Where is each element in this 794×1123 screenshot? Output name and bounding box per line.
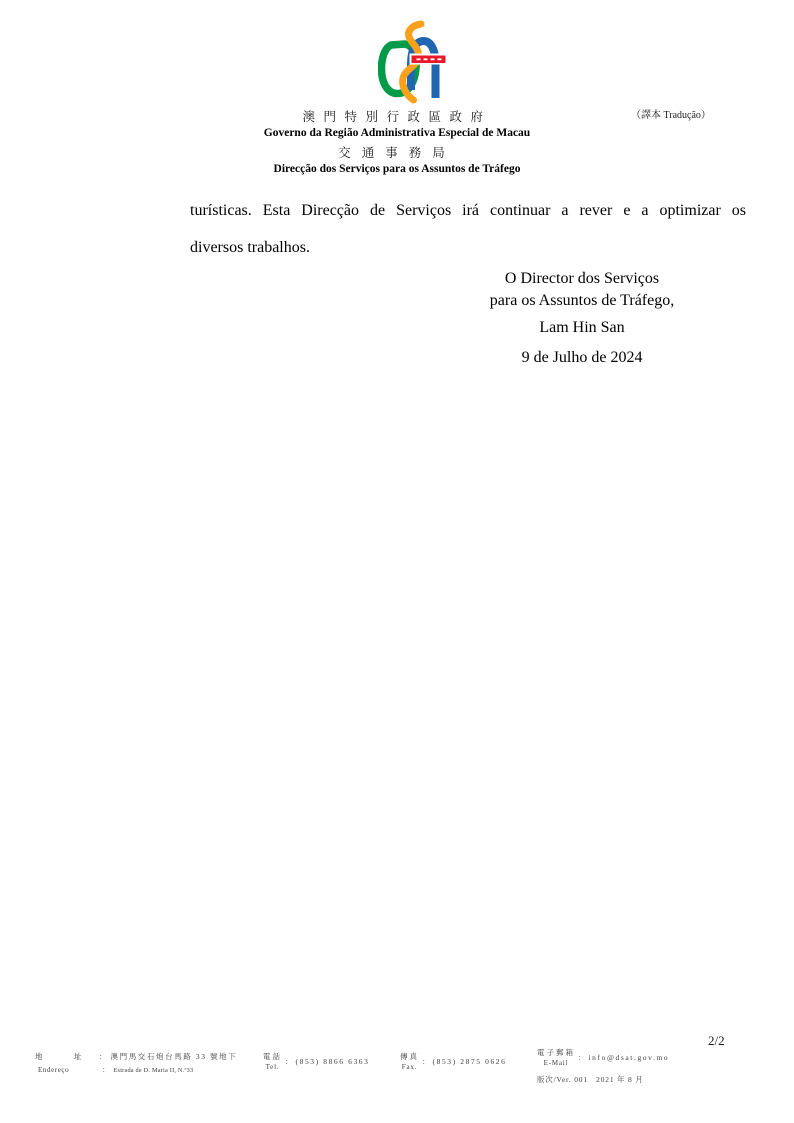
government-name-portuguese: Governo da Região Administrativa Especial de Macau [263,127,531,139]
letterhead [0,0,794,175]
footer-tel-block [263,1051,370,1071]
body-line-2: diversos trabalhos. [190,239,310,256]
tel-label-pt: Tel. [265,1063,280,1071]
email-label-zh: 電子郵箱 [537,1048,575,1057]
body-line-1: turísticas. Esta Direcção de Serviços irá continuar a rever e a optimizar os [190,202,746,219]
signer-title-line-2: para os Assuntos de Tráfego, [489,292,675,309]
page-number: 2/2 [708,1033,725,1048]
address-colon-pt: ： [102,1065,110,1074]
letter-body [190,192,746,266]
address-value-zh: 澳門馬交石炮台馬路 33 號地下 [110,1052,238,1061]
version-line: 版次/Ver. 001 2021 年 8 月 [537,1075,644,1084]
translation-note: （譯本 Tradução） [631,110,711,121]
signer-title-line-1: O Director dos Serviços [504,270,660,287]
email-value: info@dsat.gov.mo [588,1052,670,1062]
address-label-zh: 地 址 [35,1052,94,1061]
letterhead-footer [0,1045,794,1100]
government-name-chinese: 澳門特別行政區政府 [302,110,492,124]
address-label-pt: Endereço [38,1066,70,1074]
footer-address-block [35,1051,237,1075]
footer-email-block [537,1047,669,1067]
tel-label-zh: 電話 [263,1052,282,1061]
signer-name: Lam Hin San [539,319,625,336]
email-colon: ： [578,1052,586,1062]
tel-value: (853) 8866 6363 [295,1056,370,1066]
letter-date: 9 de Julho de 2024 [521,349,643,366]
signature-block [427,268,737,369]
bureau-name-chinese: 交通事務局 [338,146,456,160]
address-colon-zh: ： [99,1052,107,1061]
dsat-logo-icon [378,20,458,104]
fax-value: (853) 2875 0626 [432,1056,507,1066]
footer-fax-block [400,1051,507,1071]
bureau-name-portuguese: Direcção dos Serviços para os Assuntos de Tráfego [273,163,521,175]
fax-colon: ： [422,1056,430,1066]
fax-label-zh: 傳真 [400,1052,419,1061]
address-value-pt: Estrada de D. Maria II, N.º33 [113,1067,194,1074]
email-label-pt: E-Mail [543,1059,569,1067]
tel-colon: ： [285,1056,293,1066]
fax-label-pt: Fax. [401,1063,418,1071]
